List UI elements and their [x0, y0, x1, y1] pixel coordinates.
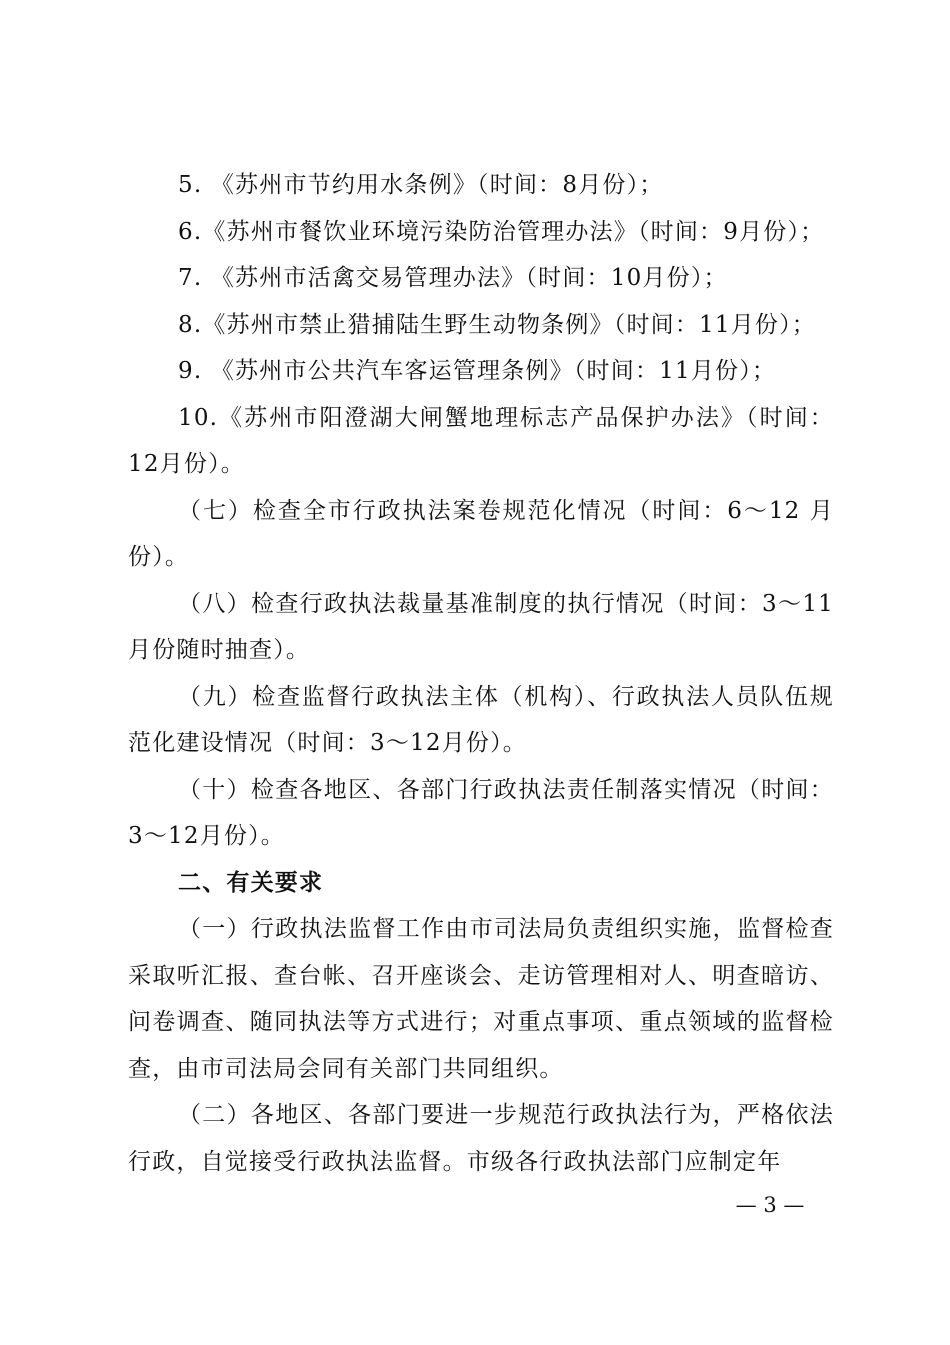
check-item-8: （八）检查行政执法裁量基准制度的执行情况（时间：3～11月份随时抽查）。: [128, 590, 834, 663]
section-heading: 二、有关要求: [178, 869, 324, 896]
list-item-8: 8.《苏州市禁止猎捕陆生野生动物条例》（时间：11月份）；: [178, 311, 817, 338]
check-item-9: （九）检查监督行政执法主体（机构）、行政执法人员队伍规范化建设情况（时间：3～12月份）。: [128, 683, 834, 756]
check-item-10: （十）检查各地区、各部门行政执法责任制落实情况（时间：3～12月份）。: [128, 776, 834, 849]
list-item-10: 10.《苏州市阳澄湖大闸蟹地理标志产品保护办法》（时间：12月份）。: [128, 404, 834, 477]
page-number: — 3 —: [735, 1193, 805, 1217]
document-body: [128, 162, 834, 1185]
check-item-7: （七）检查全市行政执法案卷规范化情况（时间：6～12 月份）。: [128, 497, 834, 570]
list-item-9: 9. 《苏州市公共汽车客运管理条例》（时间：11月份）；: [178, 358, 777, 384]
requirement-paragraph-2: （二）各地区、各部门要进一步规范行政执法行为，严格依法行政，自觉接受行政执法监督。市级各行政执法部门应制定年: [128, 1102, 834, 1175]
list-item-6: 6.《苏州市餐饮业环境污染防治管理办法》（时间：9月份）；: [178, 218, 825, 245]
list-item-5: 5. 《苏州市节约用水条例》（时间：8月份）；: [178, 172, 664, 198]
list-item-7: 7. 《苏州市活禽交易管理办法》（时间：10月份）；: [178, 265, 728, 291]
requirement-paragraph-1: （一）行政执法监督工作由市司法局负责组织实施，监督检查采取听汇报、查台帐、召开座谈会、走访管理相对人、明查暗访、问卷调查、随同执法等方式进行；对重点事项、重点领域的监督检查，由市司法局会同有关部门共同组织。: [128, 916, 834, 1082]
